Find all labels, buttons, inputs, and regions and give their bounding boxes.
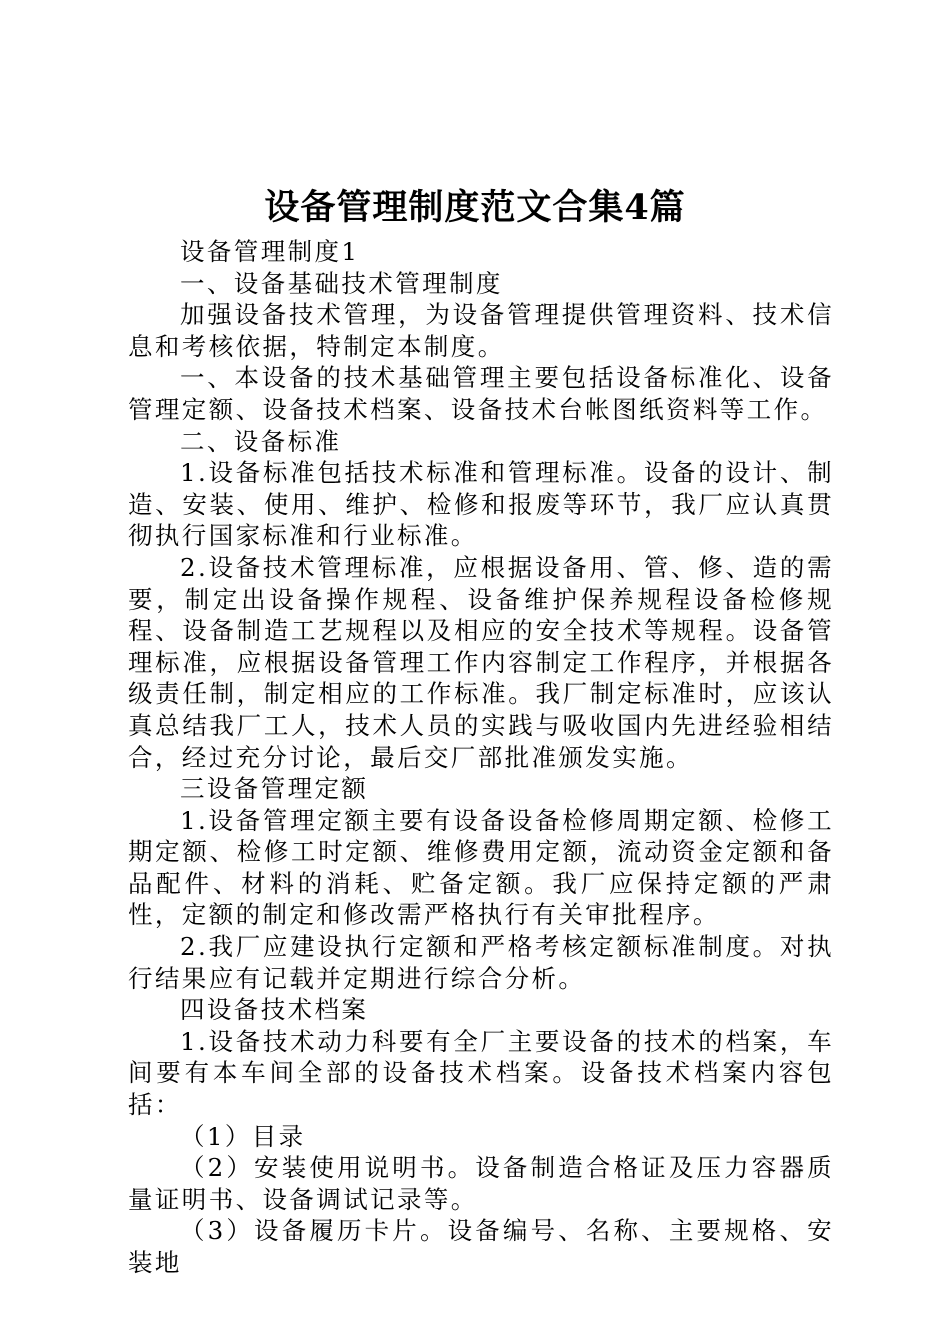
list-item: （3）设备履历卡片。设备编号、名称、主要规格、安装地 <box>128 1216 834 1277</box>
list-item: （2）安装使用说明书。设备制造合格证及压力容器质量证明书、设备调试记录等。 <box>128 1153 834 1214</box>
body-paragraph: 1.设备标准包括技术标准和管理标准。设备的设计、制造、安装、使用、维护、检修和报废等环节，我厂应认真贯彻执行国家标准和行业标准。 <box>128 458 834 551</box>
subsection-heading: 一、设备基础技术管理制度 <box>180 268 503 298</box>
list-item: （1）目录 <box>180 1121 306 1151</box>
document-body <box>128 236 834 1279</box>
subsection-heading: 四设备技术档案 <box>180 995 369 1025</box>
body-paragraph: 1.设备管理定额主要有设备设备检修周期定额、检修工期定额、检修工时定额、维修费用定额，流动资金定额和备品配件、材料的消耗、贮备定额。我厂应保持定额的严肃性，定额的制定和修改需严格执行有关审批程序。 <box>128 805 834 930</box>
body-paragraph: 2.设备技术管理标准，应根据设备用、管、修、造的需要，制定出设备操作规程、设备维护保养规程设备检修规程、设备制造工艺规程以及相应的安全技术等规程。设备管理标准，应根据设备管理工作内容制定工作程序，并根据各级责任制，制定相应的工作标准。我厂制定标准时，应该认真总结我厂工人，技术人员的实践与吸收国内先进经验相结合，经过充分讨论，最后交厂部批准颁发实施。 <box>128 552 834 772</box>
subsection-heading: 三设备管理定额 <box>180 774 369 804</box>
body-paragraph: 2.我厂应建设执行定额和严格考核定额标准制度。对执行结果应有记载并定期进行综合分析。 <box>128 932 834 993</box>
document-title: 设备管理制度范文合集4篇 <box>264 187 686 228</box>
subsection-heading: 二、设备标准 <box>180 426 342 456</box>
body-paragraph: 加强设备技术管理，为设备管理提供管理资料、技术信息和考核依据，特制定本制度。 <box>128 300 834 361</box>
body-paragraph: 一、本设备的技术基础管理主要包括设备标准化、设备管理定额、设备技术档案、设备技术台帐图纸资料等工作。 <box>128 363 834 424</box>
section-heading: 设备管理制度1 <box>180 237 360 266</box>
body-paragraph: 1.设备技术动力科要有全厂主要设备的技术的档案，车间要有本车间全部的设备技术档案。设备技术档案内容包括： <box>128 1026 834 1120</box>
